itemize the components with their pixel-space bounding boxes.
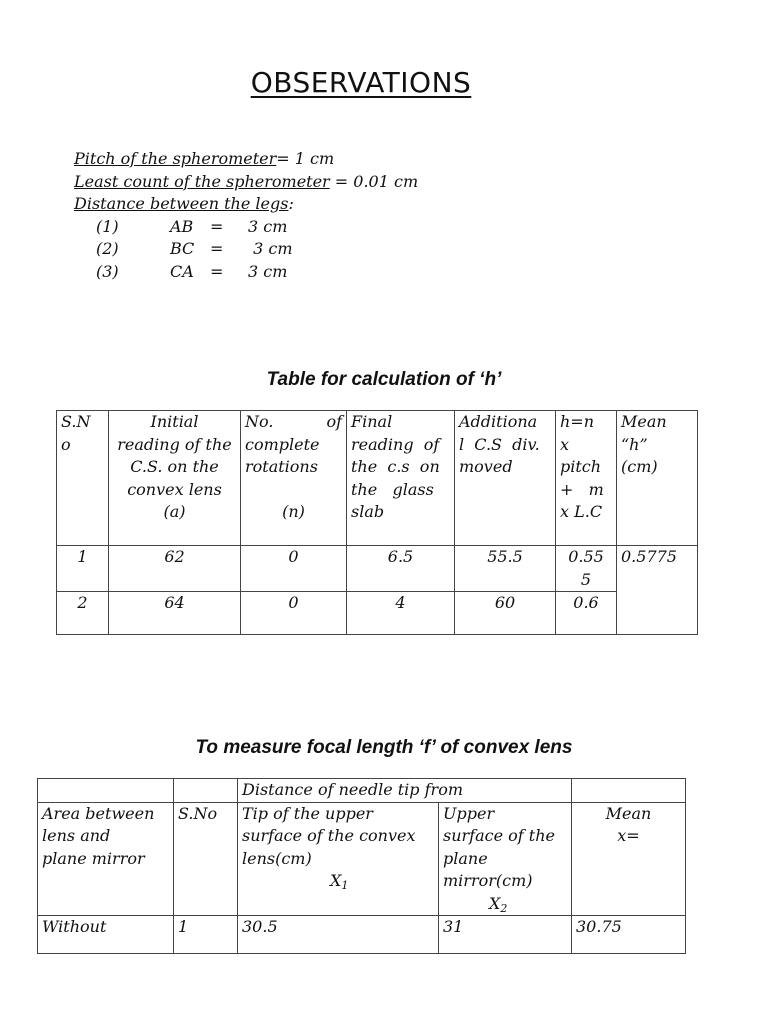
cell-x1: 30.5: [238, 916, 439, 954]
header-text: (a): [163, 502, 186, 521]
leg-pair: BC: [170, 239, 195, 258]
header-text: o: [61, 434, 71, 454]
header-text: complete: [245, 434, 320, 454]
header-cell-mean-h: [617, 411, 698, 546]
header-cell-blank: [174, 779, 238, 803]
header-text: No. of: [245, 412, 342, 431]
cell-additional: 55.5: [455, 546, 556, 592]
leg-row: [74, 238, 418, 261]
header-cell-final-reading: [347, 411, 455, 546]
table-header-row: [57, 411, 698, 546]
header-text: Additiona: [459, 412, 538, 431]
header-text: the glass: [351, 479, 434, 499]
spherometer-specs: [74, 148, 418, 283]
x2-symbol: X: [489, 893, 501, 913]
header-text: [443, 893, 567, 916]
header-text: Tip of the upper: [242, 803, 373, 823]
header-text: [242, 870, 434, 893]
header-text: S.N: [61, 412, 91, 431]
leg-equals: =: [210, 239, 224, 258]
pitch-line: [74, 148, 418, 171]
x1-symbol: X: [330, 871, 342, 890]
h-calculation-table: [56, 410, 698, 635]
distance-line: [74, 193, 418, 216]
cell-mean-h: 0.5775: [617, 546, 698, 635]
header-cell-distance: Distance of needle tip from: [238, 779, 572, 803]
header-cell-blank: [572, 779, 686, 803]
cell-rotations: 0: [241, 546, 347, 592]
cell-h-line: 5: [580, 569, 592, 589]
header-cell-initial-reading: [109, 411, 241, 546]
leg-row: [74, 261, 418, 284]
header-cell-upper-surface: [439, 802, 572, 916]
x2-subscript: 2: [500, 901, 508, 915]
header-cell-mean: [572, 802, 686, 916]
table-header-row: [38, 779, 686, 803]
cell-x2: 31: [439, 916, 572, 954]
least-count-value: = 0.01 cm: [329, 171, 419, 191]
cell-h-line: 0.55: [568, 547, 604, 566]
cell-area: Without: [38, 916, 174, 954]
cell-initial: 62: [109, 546, 241, 592]
header-text: Upper: [443, 803, 495, 823]
header-text: lens and: [42, 826, 111, 845]
header-text: plane: [443, 848, 488, 868]
table-row: [38, 916, 686, 954]
leg-pair: AB: [170, 216, 194, 236]
header-text: reading of: [351, 434, 440, 454]
header-cell-sno: [57, 411, 109, 546]
header-text: Mean: [621, 412, 667, 431]
header-cell-blank: [38, 779, 174, 803]
cell-sno: 2: [57, 592, 109, 635]
header-text: “h”: [621, 434, 648, 454]
header-text: convex lens: [127, 479, 222, 499]
cell-additional: 60: [455, 592, 556, 635]
cell-h: 0.6: [556, 592, 617, 635]
cell-rotations: 0: [241, 592, 347, 635]
pitch-value: = 1 cm: [276, 149, 335, 168]
header-text: Area between: [42, 803, 155, 823]
leg-equals: =: [210, 261, 224, 281]
leg-equals: =: [210, 216, 224, 236]
header-cell-h-formula: [556, 411, 617, 546]
cell-sno: 1: [174, 916, 238, 954]
header-text: Mean: [605, 803, 652, 823]
header-text: pitch: [560, 457, 602, 476]
leg-pair: CA: [170, 261, 194, 281]
least-count-line: [74, 171, 418, 194]
leg-number: (2): [96, 239, 119, 258]
page-title: OBSERVATIONS: [250, 66, 472, 99]
header-text: lens(cm): [242, 848, 312, 868]
header-cell-rotations: [241, 411, 347, 546]
leg-number: (1): [96, 216, 119, 236]
distance-label: Distance between the legs: [74, 194, 289, 213]
x1-subscript: 1: [341, 879, 349, 892]
header-text: h=n: [560, 412, 595, 431]
header-text: reading of the: [117, 434, 232, 454]
leg-value: 3 cm: [248, 261, 288, 281]
least-count-label: Least count of the spherometer: [74, 171, 330, 191]
table-row: [57, 592, 698, 635]
header-cell-tip: [238, 802, 439, 916]
pitch-label: Pitch of the spherometer: [74, 149, 277, 168]
header-text: rotations: [245, 457, 318, 476]
cell-sno: 1: [57, 546, 109, 592]
header-text: surface of the: [443, 826, 555, 845]
table-header-row: [38, 802, 686, 916]
leg-value: 3 cm: [248, 216, 288, 236]
leg-value: 3 cm: [248, 239, 293, 258]
header-text: x L.C: [560, 502, 603, 521]
distance-colon: :: [288, 194, 294, 213]
header-text: the c.s on: [351, 457, 440, 476]
cell-mean: 30.75: [572, 916, 686, 954]
header-text: (n): [282, 501, 305, 521]
header-text: moved: [459, 457, 513, 476]
cell-final: 4: [347, 592, 455, 635]
cell-initial: 64: [109, 592, 241, 635]
table-row: [57, 546, 698, 592]
header-text: l C.S div.: [459, 434, 540, 454]
header-cell-area: [38, 802, 174, 916]
header-text: slab: [351, 502, 385, 521]
header-text: plane mirror: [42, 848, 145, 868]
header-text: + m: [560, 479, 604, 499]
h-table-caption: Table for calculation of ‘h’: [266, 369, 502, 390]
f-table-caption: To measure focal length ‘f’ of convex lens: [195, 737, 573, 758]
header-cell-sno: S.No: [174, 802, 238, 916]
leg-row: [74, 216, 418, 239]
header-text: x=: [617, 826, 640, 845]
cell-final: 6.5: [347, 546, 455, 592]
header-text: (cm): [621, 457, 658, 476]
header-text: surface of the convex: [242, 826, 416, 845]
header-text: Final: [351, 412, 393, 431]
header-text: x: [560, 434, 570, 454]
cell-h: [556, 546, 617, 592]
header-text: Initial: [150, 412, 199, 431]
header-cell-additional-div: [455, 411, 556, 546]
leg-number: (3): [96, 261, 119, 281]
header-text: mirror(cm): [443, 871, 533, 890]
header-text: C.S. on the: [130, 457, 219, 476]
focal-length-table: [37, 778, 686, 954]
